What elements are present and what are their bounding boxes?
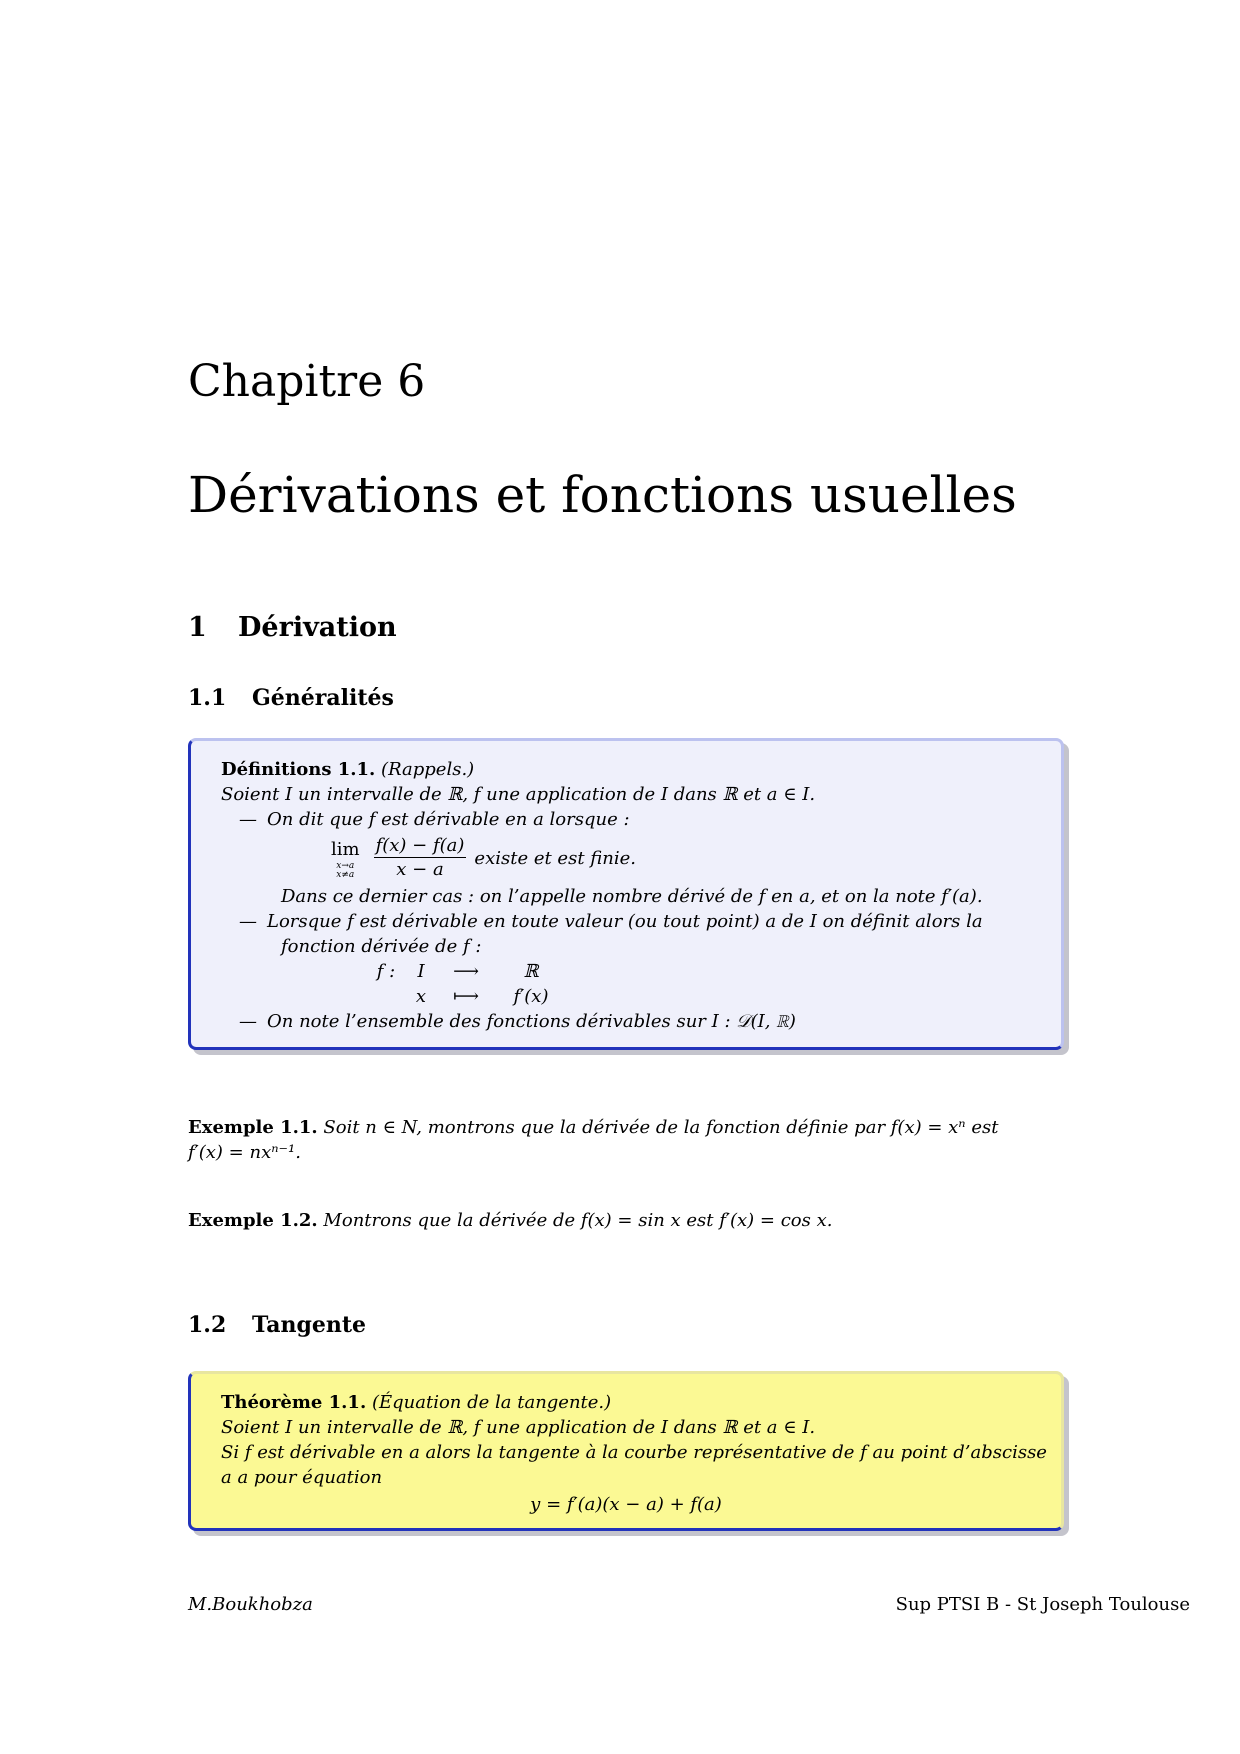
item-text: Lorsque f est dérivable en toute valeur (ou tout point) a de I on définit alors la [267, 911, 983, 932]
map-variable: x [415, 986, 427, 1007]
theorem-title: Théorème 1.1. [221, 1392, 367, 1413]
example-text-cont: f′(x) = nxⁿ⁻¹. [188, 1142, 301, 1163]
map-domain: I [417, 961, 425, 982]
example-text: Montrons que la dérivée de f(x) = sin x est f′(x) = cos x. [323, 1210, 833, 1231]
limit-operator [331, 837, 360, 880]
definition-item-1-tail: Dans ce dernier cas : on l’appelle nombre dérivé de f en a, et on la note f′(a). [281, 886, 983, 907]
subsection-heading-1-1 [188, 685, 394, 711]
theorem-line-3: a a pour équation [221, 1467, 383, 1488]
section-number: 1 [188, 612, 207, 643]
subsection-number: 1.1 [188, 685, 227, 711]
chapter-label: Chapitre 6 [188, 356, 426, 407]
limit-formula [221, 834, 1031, 882]
fraction-denominator: x − a [396, 858, 444, 880]
subsection-title: Généralités [252, 685, 394, 711]
theorem-line-2: Si f est dérivable en a alors la tangente à la courbe représentative de f au point d’abscisse [221, 1442, 1047, 1463]
map-arrow: ⟶ [453, 961, 479, 982]
item-text: On dit que f est dérivable en a lorsque : [267, 809, 630, 830]
map-image: f′(x) [513, 986, 549, 1007]
definition-item-2: — Lorsque f est dérivable en toute valeur (ou tout point) a de I on définit alors la [239, 911, 983, 932]
example-label: Exemple 1.2. [188, 1210, 318, 1231]
example-label: Exemple 1.1. [188, 1117, 318, 1138]
definition-item-2-cont: fonction dérivée de f : [281, 936, 482, 957]
definition-title: Définitions 1.1. [221, 759, 376, 780]
map-codomain: ℝ [523, 961, 539, 982]
subsection-title: Tangente [252, 1312, 367, 1338]
limit-subscript-2: x≠a [336, 869, 355, 880]
theorem-heading [221, 1390, 1031, 1415]
example-1 [188, 1115, 1064, 1165]
section-title: Dérivation [238, 612, 397, 643]
limit-subscript-1: x→a [336, 860, 355, 871]
footer-author: M.Boukhobza [188, 1594, 313, 1615]
difference-quotient [374, 835, 467, 882]
item-text: On note l’ensemble des fonctions dérivables sur I : 𝒟(I, ℝ) [267, 1011, 796, 1032]
limit-suffix: existe et est finie. [474, 847, 637, 869]
subsection-number: 1.2 [188, 1312, 227, 1338]
theorem-line-1: Soient I un intervalle de ℝ, f une application de I dans ℝ et a ∈ I. [221, 1417, 816, 1438]
map-function: f : [376, 961, 396, 982]
example-2 [188, 1208, 1064, 1233]
theorem-box [188, 1371, 1064, 1531]
theorem-subtitle: (Équation de la tangente.) [371, 1392, 612, 1413]
footer-school: Sup PTSI B - St Joseph Toulouse [895, 1594, 1190, 1615]
definition-box [188, 738, 1064, 1050]
definition-subtitle: (Rappels.) [381, 759, 475, 780]
definition-intro: Soient I un intervalle de ℝ, f une application de I dans ℝ et a ∈ I. [221, 784, 816, 805]
section-heading-1 [188, 612, 397, 643]
subsection-heading-1-2 [188, 1312, 366, 1338]
definition-item-1: — On dit que f est dérivable en a lorsque : [239, 809, 630, 830]
chapter-title: Dérivations et fonctions usuelles [188, 466, 1017, 524]
tangent-equation: y = f′(a)(x − a) + f(a) [530, 1494, 722, 1515]
fraction-numerator: f(x) − f(a) [375, 834, 465, 856]
derivative-mapping [366, 959, 1031, 1009]
definition-heading [221, 757, 1031, 782]
limit-symbol: lim [331, 838, 360, 860]
example-text: Soit n ∈ N, montrons que la dérivée de la fonction définie par f(x) = xⁿ est [323, 1117, 999, 1138]
definition-item-3: — On note l’ensemble des fonctions dérivables sur I : 𝒟(I, ℝ) [239, 1011, 796, 1032]
maps-to-arrow: ⟼ [453, 986, 479, 1007]
